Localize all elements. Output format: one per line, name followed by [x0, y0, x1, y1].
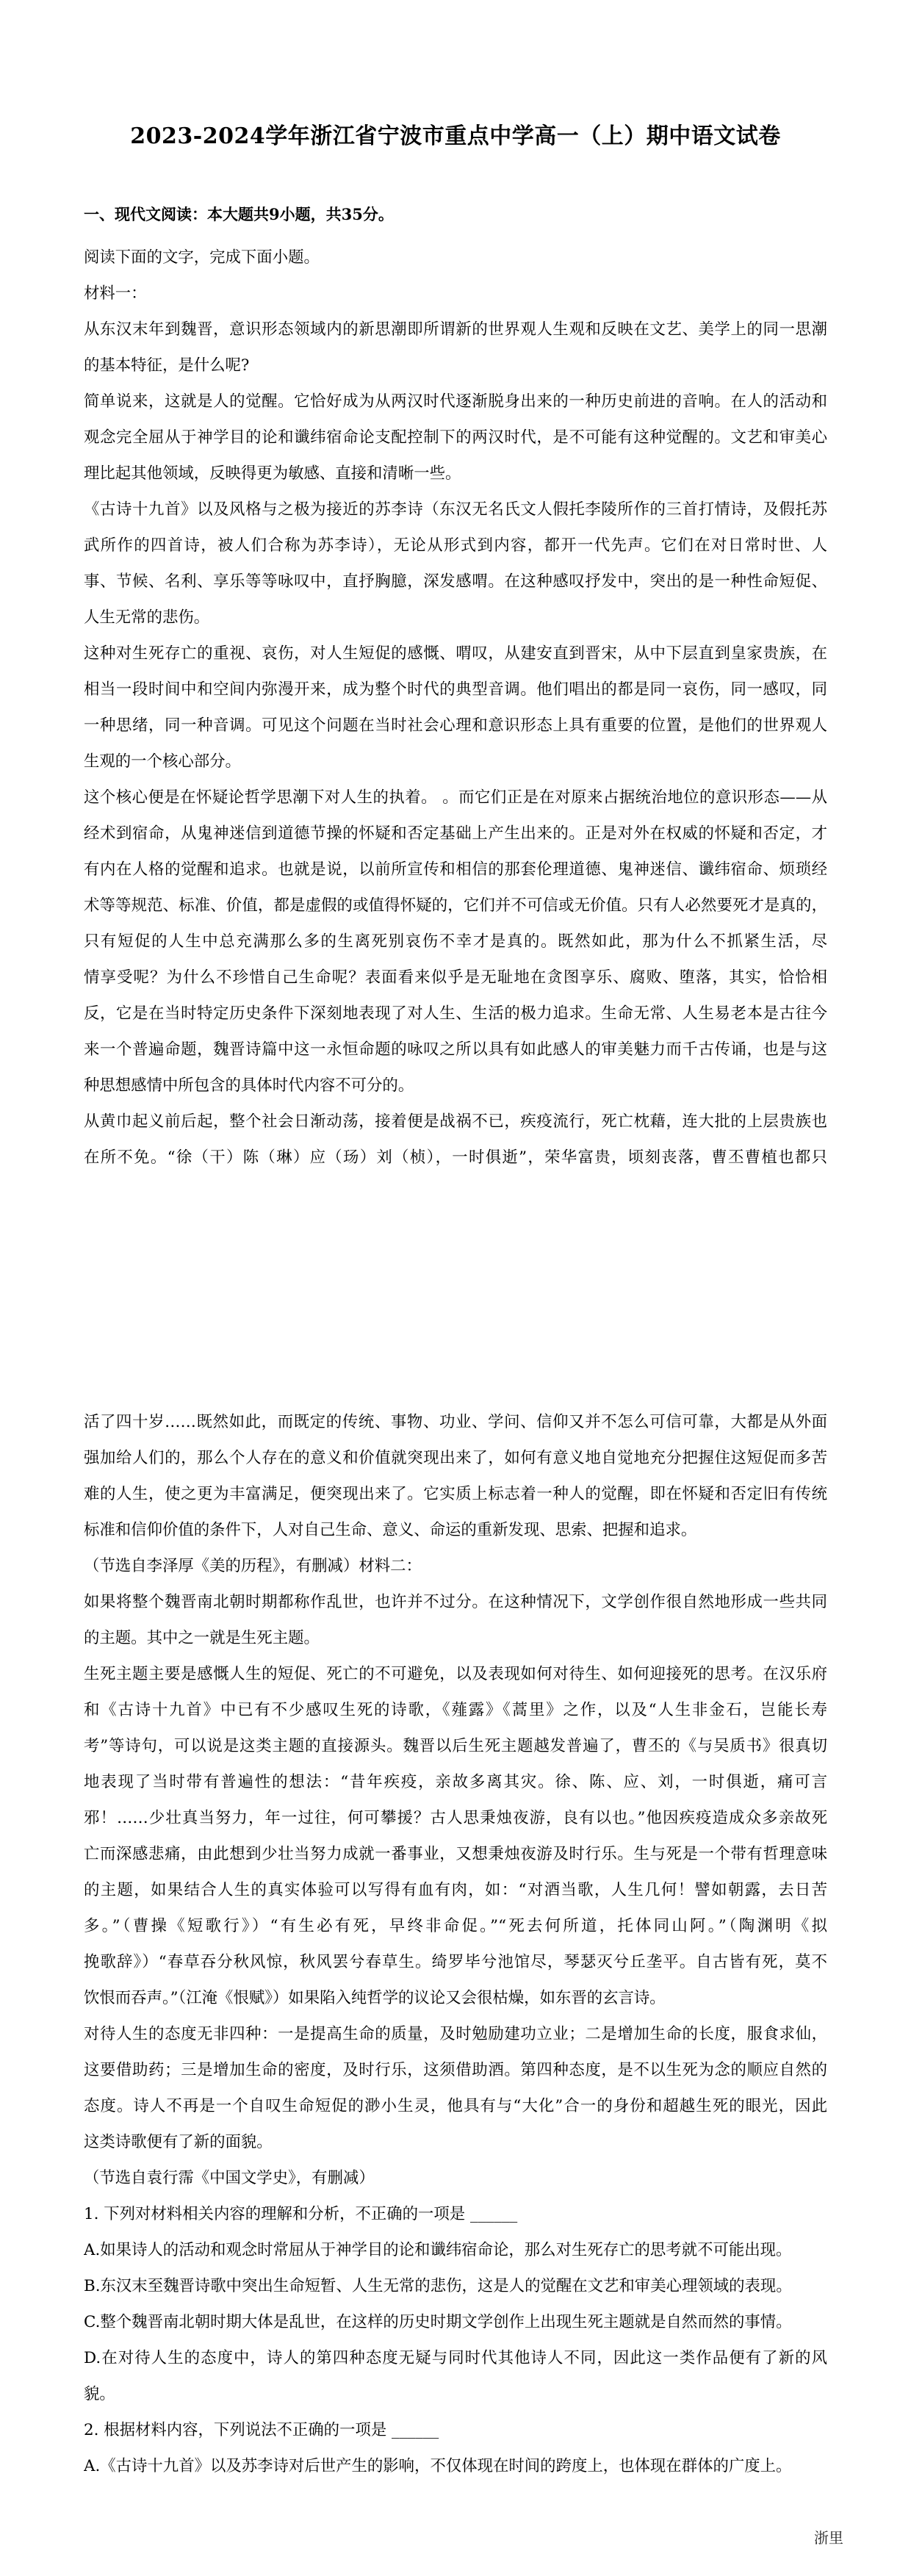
- text-line: 阅读下面的文字，完成下面小题。: [84, 248, 320, 267]
- text-line: 饮恨而吞声。”（江淹《恨赋》）如果陷入纯哲学的议论又会很枯燥，如东晋的玄言诗。: [84, 1989, 666, 2007]
- text-line: 一种思绪，同一种音调。可见这个问题在当时社会心理和意识形态上具有重要的位置，是他们的世界观人: [84, 716, 827, 735]
- text-line: 武所作的四首诗，被人们合称为苏李诗），无论从形式到内容，都开一代先声。它们在对日常时世、人: [84, 536, 827, 555]
- text-line: 来一个普遍命题，魏晋诗篇中这一永恒命题的咏叹之所以具有如此感人的审美魅力而千古传诵，也是与这: [84, 1040, 827, 1059]
- text-line: 挽歌辞》）“春草吞分秋风惊，秋风罢兮春草生。绮罗毕兮池馆尽，琴瑟灭兮丘垄平。自古皆有死，莫不: [84, 1953, 827, 1971]
- text-line: 生死主题主要是感慨人生的短促、死亡的不可避免，以及表现如何对待生、如何迎接死的思考。在汉乐府: [84, 1665, 827, 1683]
- text-line: 生观的一个核心部分。: [84, 752, 241, 771]
- text-line: 这种对生死存亡的重视、哀伤，对人生短促的感慨、喟叹，从建安直到晋宋，从中下层直到皇家贵族，在: [84, 644, 827, 663]
- text-line: A.《古诗十九首》以及苏李诗对后世产生的影响，不仅体现在时间的跨度上，也体现在群体的广度上。: [84, 2457, 792, 2475]
- text-line: 有内在人格的觉醒和追求。也就是说，以前所宣传和相信的那套伦理道德、鬼神迷信、谶纬宿命、烦琐经: [84, 860, 827, 879]
- text-line: 地表现了当时带有普遍性的想法：“昔年疾疫，亲故多离其灾。徐、陈、应、刘，一时俱逝，痛可言: [84, 1773, 827, 1791]
- text-line: D.在对待人生的态度中，诗人的第四种态度无疑与同时代其他诗人不同，因此这一类作品便有了新的风: [84, 2349, 827, 2367]
- text-line: 情享受呢？为什么不珍惜自己生命呢？表面看来似乎是无耻地在贪图享乐、腐败、堕落，其实，恰恰相: [84, 968, 827, 987]
- text-line: 事、节候、名利、享乐等等咏叹中，直抒胸臆，深发感喟。在这种感叹抒发中，突出的是一种性命短促、: [84, 572, 827, 591]
- text-line: 如果将整个魏晋南北朝时期都称作乱世，也许并不过分。在这种情况下，文学创作很自然地形成一些共同: [84, 1593, 827, 1611]
- passage-block-1: [84, 240, 827, 1176]
- text-line: （节选自李泽厚《美的历程》，有删减）材料二：: [84, 1557, 422, 1575]
- text-line: 这要借助药；三是增加生命的密度，及时行乐，这须借助酒。第四种态度，是不以生死为念的顺应自然的: [84, 2061, 827, 2079]
- text-line: 反，它是在当时特定历史条件下深刻地表现了对人生、生活的极力追求。生命无常、人生易老本是古往今: [84, 1004, 827, 1023]
- text-line: 的主题，如果结合人生的真实体验可以写得有血有肉，如：“对酒当歌，人生几何！譬如朝露，去日苦: [84, 1881, 827, 1899]
- text-line: 活了四十岁……既然如此，而既定的传统、事物、功业、学问、信仰又并不怎么可信可靠，大都是从外面: [84, 1413, 827, 1431]
- text-line: 在所不免。“徐（干）陈（琳）应（玚）刘（桢），一时俱逝”，荣华富贵，顷刻丧落，曹丕曹植也都只: [84, 1148, 827, 1167]
- text-line: 材料一：: [84, 284, 147, 303]
- text-line: 从黄巾起义前后起，整个社会日渐动荡，接着便是战祸不已，疾疫流行，死亡枕藉，连大批的上层贵族也: [84, 1112, 827, 1131]
- text-line: 这类诗歌便有了新的面貌。: [84, 2133, 273, 2151]
- text-line: 对待人生的态度无非四种：一是提高生命的质量，及时勉励建功立业；二是增加生命的长度，服食求仙，: [84, 2025, 827, 2043]
- text-line: 貌。: [84, 2385, 115, 2403]
- text-line: 和《古诗十九首》中已有不少感叹生死的诗歌，《薤露》《蒿里》之作，以及“人生非金石，岂能长寿: [84, 1701, 827, 1719]
- text-line: 种思想感情中所包含的具体时代内容不可分的。: [84, 1076, 414, 1095]
- text-line: 的基本特征，是什么呢?: [84, 356, 250, 375]
- text-line: C.整个魏晋南北朝时期大体是乱世，在这样的历史时期文学创作上出现生死主题就是自然而然的事情。: [84, 2313, 792, 2331]
- text-line: 1. 下列对材料相关内容的理解和分析，不正确的一项是 ______: [84, 2205, 518, 2223]
- text-line: （节选自袁行霈《中国文学史》，有删减）: [84, 2169, 375, 2187]
- text-line: 强加给人们的，那么个人存在的意义和价值就突现出来了，如何有意义地自觉地充分把握住这短促而多苦: [84, 1449, 827, 1467]
- text-line: A.如果诗人的活动和观念时常屈从于神学目的论和谶纬宿命论，那么对生死存亡的思考就不可能出现。: [84, 2241, 792, 2259]
- text-line: 理比起其他领域，反映得更为敏感、直接和清晰一些。: [84, 464, 461, 483]
- text-line: 经术到宿命，从鬼神迷信到道德节操的怀疑和否定基础上产生出来的。正是对外在权威的怀疑和否定，才: [84, 824, 827, 843]
- passage-block-2: [84, 1404, 827, 2484]
- text-line: 术等等规范、标准、价值，都是虚假的或值得怀疑的，它们并不可信或无价值。只有人必然要死才是真的，: [84, 896, 827, 915]
- footer-watermark: 浙里: [814, 2529, 843, 2547]
- text-line: 只有短促的人生中总充满那么多的生离死别哀伤不幸才是真的。既然如此，那为什么不抓紧生活，尽: [84, 932, 827, 951]
- exam-title: 2023-2024学年浙江省宁波市重点中学高一（上）期中语文试卷: [130, 123, 781, 149]
- section-heading: 一、现代文阅读：本大题共9小题，共35分。: [84, 205, 394, 223]
- text-line: 从东汉末年到魏晋，意识形态领域内的新思潮即所谓新的世界观人生观和反映在文艺、美学上的同一思潮: [84, 320, 827, 339]
- text-line: 标准和信仰价值的条件下，人对自己生命、意义、命运的重新发现、思索、把握和追求。: [84, 1521, 697, 1539]
- text-line: 2. 根据材料内容，下列说法不正确的一项是 ______: [84, 2421, 439, 2439]
- text-line: 这个核心便是在怀疑论哲学思潮下对人生的执着。 。而它们正是在对原来占据统治地位的意识形态——从: [84, 788, 827, 807]
- text-line: B.东汉末至魏晋诗歌中突出生命短暂、人生无常的悲伤，这是人的觉醒在文艺和审美心理领域的表现。: [84, 2277, 792, 2295]
- text-line: 考”等诗句，可以说是这类主题的直接源头。魏晋以后生死主题越发普遍了，曹丕的《与吴质书》很真切: [84, 1737, 827, 1755]
- text-line: 人生无常的悲伤。: [84, 608, 210, 627]
- text-line: 多。”（曹操《短歌行》）“有生必有死，早终非命促。”“死去何所道，托体同山阿。”（陶渊明《拟: [84, 1917, 827, 1935]
- text-line: 观念完全屈从于神学目的论和谶纬宿命论支配控制下的两汉时代，是不可能有这种觉醒的。文艺和审美心: [84, 428, 827, 447]
- blank-gap: [84, 1176, 827, 1404]
- text-line: 相当一段时间中和空间内弥漫开来，成为整个时代的典型音调。他们唱出的都是同一哀伤，同一感叹，同: [84, 680, 827, 699]
- text-line: 邪！……少壮真当努力，年一过往，何可攀援？古人思秉烛夜游，良有以也。”他因疾疫造成众多亲故死: [84, 1809, 827, 1827]
- text-line: 态度。诗人不再是一个自叹生命短促的渺小生灵，他具有与“大化”合一的身份和超越生死的眼光，因此: [84, 2097, 827, 2115]
- text-line: 的主题。其中之一就是生死主题。: [84, 1629, 320, 1647]
- text-line: 《古诗十九首》以及风格与之极为接近的苏李诗（东汉无名氏文人假托李陵所作的三首打情诗，及假托苏: [84, 500, 827, 519]
- text-line: 简单说来，这就是人的觉醒。它恰好成为从两汉时代逐渐脱身出来的一种历史前进的音响。在人的活动和: [84, 392, 827, 411]
- text-line: 亡而深感悲痛，由此想到少壮当努力成就一番事业，又想秉烛夜游及时行乐。生与死是一个带有哲理意味: [84, 1845, 827, 1863]
- text-line: 难的人生，使之更为丰富满足，便突现出来了。它实质上标志着一种人的觉醒，即在怀疑和否定旧有传统: [84, 1485, 827, 1503]
